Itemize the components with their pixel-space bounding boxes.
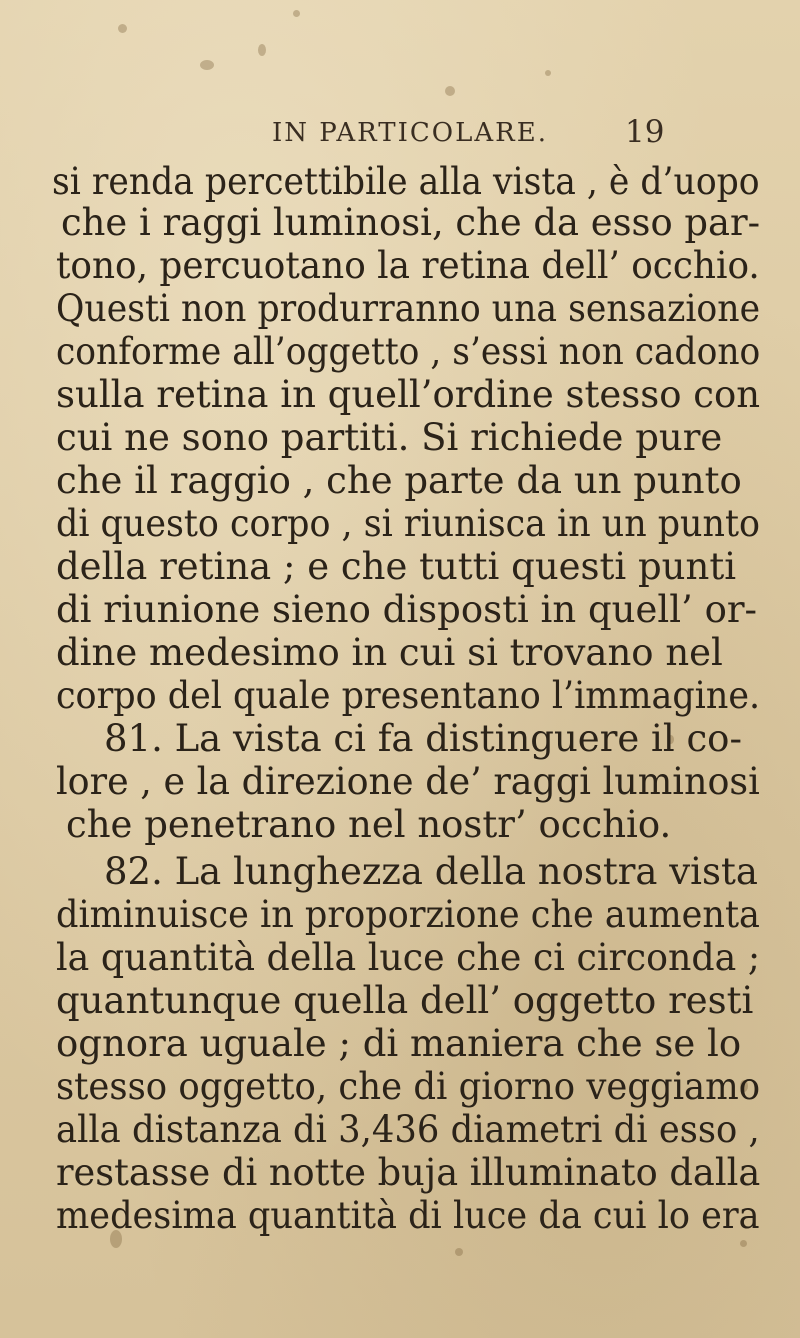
text-line: diminuisce in proporzione che aumenta <box>56 893 760 936</box>
text-line: restasse di notte buja illuminato dalla <box>56 1151 761 1194</box>
text-line: che il raggio , che parte da un punto <box>56 459 742 502</box>
text-line: 82. La lunghezza della nostra vista <box>104 850 758 893</box>
text-line: si renda percettibile alla vista , è d’uopo <box>52 160 760 203</box>
text-line: di riunione sieno disposti in quell’ or- <box>56 588 758 631</box>
text-line: di questo corpo , si riunisca in un punto <box>56 502 760 545</box>
text-line: Questi non produrranno una sensazione <box>56 287 761 330</box>
text-line: che penetrano nel nostr’ occhio. <box>66 803 672 846</box>
text-line: lore , e la direzione de’ raggi luminosi <box>56 760 760 803</box>
text-line: dine medesimo in cui si trovano nel <box>56 631 723 674</box>
text-line: 81. La vista ci fa distinguere il co- <box>104 717 742 760</box>
text-line: alla distanza di 3,436 diametri di esso , <box>56 1108 760 1151</box>
text-line: stesso oggetto, che di giorno veggiamo <box>56 1065 761 1108</box>
page-header <box>0 114 800 158</box>
foxing-stain <box>293 10 300 17</box>
foxing-stain <box>200 60 214 70</box>
text-line: tono, percuotano la retina dell’ occhio. <box>56 244 760 287</box>
foxing-stain <box>455 1248 463 1256</box>
foxing-stain <box>118 24 127 33</box>
text-line: cui ne sono partiti. Si richiede pure <box>56 416 723 459</box>
text-line: corpo del quale presentano l’immagine. <box>56 674 761 717</box>
running-head: IN PARTICOLARE. <box>272 118 548 148</box>
foxing-stain <box>545 70 551 76</box>
text-line: conforme all’oggetto , s’essi non cadono <box>56 330 761 373</box>
foxing-stain <box>445 86 455 96</box>
text-line: ognora uguale ; di maniera che se lo <box>56 1022 742 1065</box>
text-line: sulla retina in quell’ordine stesso con <box>56 373 761 416</box>
text-line: della retina ; e che tutti questi punti <box>56 545 737 588</box>
text-line: la quantità della luce che ci circonda ; <box>56 936 761 979</box>
text-line: medesima quantità di luce da cui lo era <box>56 1194 760 1237</box>
page-number: 19 <box>625 114 665 150</box>
foxing-stain <box>258 44 266 56</box>
text-line: che i raggi luminosi, che da esso par- <box>61 201 761 244</box>
text-line: quantunque quella dell’ oggetto resti <box>56 979 754 1022</box>
foxing-stain <box>740 1240 747 1247</box>
